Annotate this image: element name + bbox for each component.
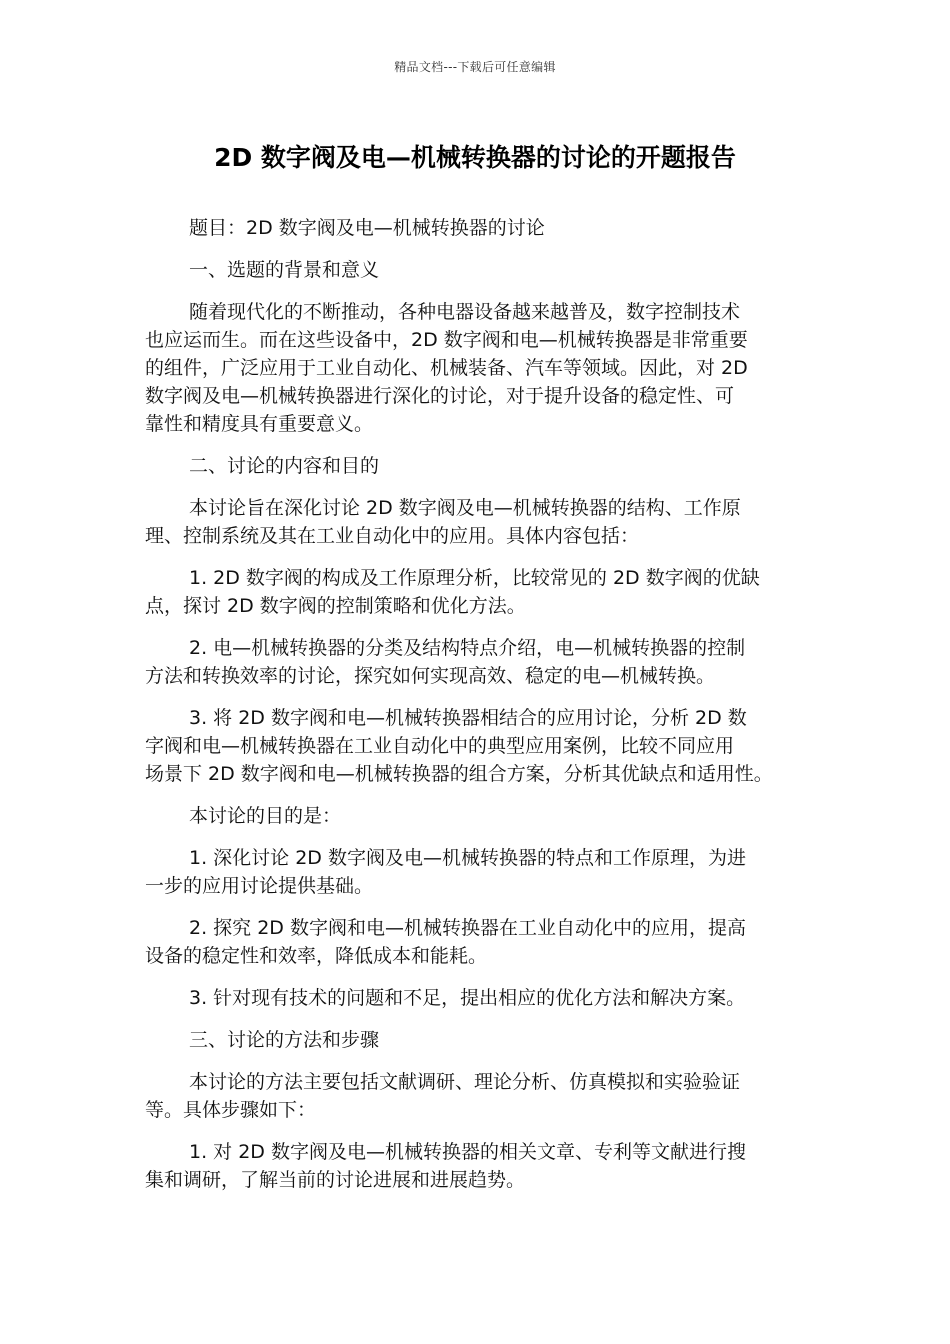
- content-item-1: 1. 2D 数字阀的构成及工作原理分析，比较常见的 2D 数字阀的优缺 点，探讨 2D 数字阀的控制策略和优化方法。: [145, 567, 760, 617]
- section-heading-method: 三、讨论的方法和步骤: [189, 1029, 380, 1051]
- topic-line: 题目：2D 数字阀及电—机械转换器的讨论: [189, 217, 545, 239]
- section-heading-background: 一、选题的背景和意义: [189, 259, 380, 281]
- purpose-intro: 本讨论的目的是：: [189, 805, 342, 827]
- paragraph-content-intro: 本讨论旨在深化讨论 2D 数字阀及电—机械转换器的结构、工作原 理、控制系统及其在工业自动化中的应用。具体内容包括：: [145, 497, 741, 547]
- method-step-1: 1. 对 2D 数字阀及电—机械转换器的相关文章、专利等文献进行搜 集和调研，了解当前的讨论进展和进展趋势。: [145, 1141, 746, 1191]
- paragraph-background: 随着现代化的不断推动，各种电器设备越来越普及，数字控制技术 也应运而生。而在这些设备中，2D 数字阀和电—机械转换器是非常重要 的组件，广泛应用于工业自动化、机械装备、汽车等领域。因此，对 2D 数字阀及电—机械转换器进行深化的讨论，对于提升设备的稳定性、可 靠性和精度具有重要意义。: [145, 301, 748, 435]
- purpose-item-1: 1. 深化讨论 2D 数字阀及电—机械转换器的特点和工作原理，为进 一步的应用讨论提供基础。: [145, 847, 746, 897]
- content-item-3: 3. 将 2D 数字阀和电—机械转换器相结合的应用讨论，分析 2D 数 字阀和电—机械转换器在工业自动化中的典型应用案例，比较不同应用 场景下 2D 数字阀和电—机械转换器的组合方案，分析其优缺点和适用性。: [145, 707, 773, 785]
- document-body: [145, 214, 825, 1208]
- purpose-item-3: 3. 针对现有技术的问题和不足，提出相应的优化方法和解决方案。: [189, 987, 746, 1009]
- section-heading-content: 二、讨论的内容和目的: [189, 455, 380, 477]
- content-item-2: 2. 电—机械转换器的分类及结构特点介绍，电—机械转换器的控制 方法和转换效率的讨论，探究如何实现高效、稳定的电—机械转换。: [145, 637, 746, 687]
- document-title: 2D 数字阀及电—机械转换器的讨论的开题报告: [214, 143, 736, 172]
- header-watermark: 精品文档---下载后可任意编辑: [394, 60, 556, 74]
- purpose-item-2: 2. 探究 2D 数字阀和电—机械转换器在工业自动化中的应用，提高 设备的稳定性和效率，降低成本和能耗。: [145, 917, 746, 967]
- paragraph-method-intro: 本讨论的方法主要包括文献调研、理论分析、仿真模拟和实验验证 等。具体步骤如下：: [145, 1071, 741, 1121]
